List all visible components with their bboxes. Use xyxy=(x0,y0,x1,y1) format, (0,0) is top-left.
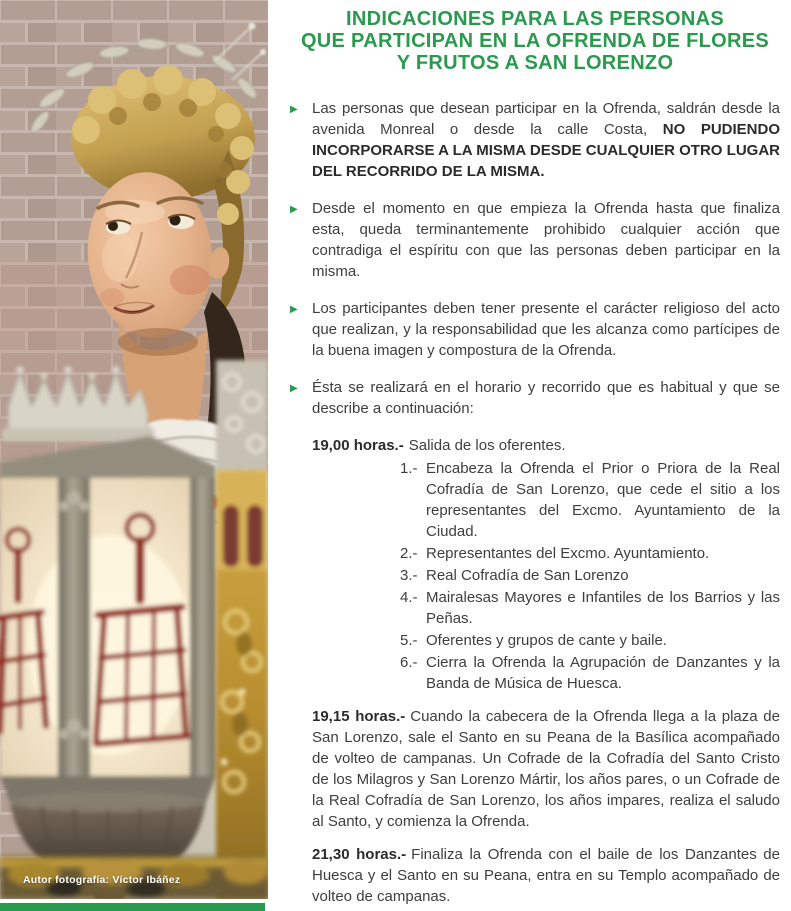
list-item-number: 4.- xyxy=(400,589,418,606)
bullet-arrow-icon: ▶ xyxy=(290,104,298,115)
bullet-item-religious-character xyxy=(290,298,780,361)
schedule-paragraph xyxy=(290,435,780,456)
list-item-number: 6.- xyxy=(400,654,418,671)
bullet-text-normal: Las personas que desean participar en la Ofrenda, saldrán desde la avenida Monreal o desde la calle Costa, xyxy=(312,100,780,138)
title-line-2: QUE PARTICIPAN EN LA OFRENDA DE FLORES xyxy=(300,30,770,52)
list-item xyxy=(400,630,780,651)
statue-photo-art xyxy=(0,0,268,899)
silver-filigree xyxy=(216,360,268,472)
page-title xyxy=(290,8,780,74)
schedule-text: Cuando la cabecera de la Ofrenda llega a la plaza de San Lorenzo, sale el Santo en su Peana de la Basílica acompañado de volteo de campanas. Un Cofrade de la Cofradía del Santo Cristo de los Milagros y San Lorenzo Mártir, los años pares, o un Cofrade de la Real Cofradía de San Lorenzo, los años impares, realiza el saludo al Santo, y comienza la Ofrenda. xyxy=(312,708,780,830)
list-item xyxy=(400,458,780,542)
bullet-text xyxy=(312,98,780,182)
list-item-text: Representantes del Excmo. Ayuntamiento. xyxy=(426,545,710,562)
list-item-text: Encabeza la Ofrenda el Prior o Priora de la Real Cofradía de San Lorenzo, que cede el sitio a los representantes del Excmo. Ayuntamiento de la Ciudad. xyxy=(426,460,780,540)
title-line-3: Y FRUTOS A SAN LORENZO xyxy=(396,52,674,74)
content-column xyxy=(290,6,780,911)
bullet-text xyxy=(312,298,780,361)
title-line-1: INDICACIONES PARA LAS PERSONAS xyxy=(346,8,724,30)
schedule-time: 21,30 horas.- xyxy=(312,846,407,863)
bullet-text-bold: NO PUDIENDO INCORPORARSE A LA MISMA DESDE CUALQUIER OTRO LUGAR DEL RECORRIDO DE LA MISMA. xyxy=(312,121,781,180)
bullet-text xyxy=(312,198,780,282)
procession-order-list xyxy=(290,458,780,694)
schedule-block-1900 xyxy=(290,435,780,694)
bullet-item-schedule-intro xyxy=(290,377,780,419)
list-item-number: 1.- xyxy=(400,460,418,477)
schedule-time: 19,15 horas.- xyxy=(312,708,406,725)
schedule-text: Salida de los oferentes. xyxy=(408,437,566,454)
schedule-text: Finaliza la Ofrenda con el baile de los Danzantes de Huesca y el Santo en su Peana, entra en su Templo acompañado de volteo de campanas. xyxy=(312,846,780,905)
bullet-item-entry-points xyxy=(290,98,780,182)
schedule-block-2130 xyxy=(290,844,780,907)
photo-credit: Autor fotografía: Víctor Ibáñez xyxy=(23,874,181,886)
bullet-arrow-icon: ▶ xyxy=(290,304,298,315)
list-item xyxy=(400,587,780,629)
list-item xyxy=(400,543,780,564)
list-item xyxy=(400,652,780,694)
statue-photo xyxy=(0,0,268,899)
gold-ornament-column xyxy=(216,470,268,899)
bullet-text-normal: Los participantes deben tener presente el carácter religioso del acto que realizan, y la responsabilidad que les alcanza como partícipes de la buena imagen y compostura de la Ofrenda. xyxy=(312,300,780,359)
schedule-paragraph xyxy=(290,844,780,907)
bullet-arrow-icon: ▶ xyxy=(290,383,298,394)
list-item xyxy=(400,565,780,586)
list-item-number: 2.- xyxy=(400,545,418,562)
green-footer-bar xyxy=(0,903,265,911)
bullet-text-normal: Desde el momento en que empieza la Ofrenda hasta que finaliza esta, queda terminantemente prohibido cualquier acción que contradiga el espíritu con que las personas deben participar en la misma. xyxy=(312,200,780,280)
bullet-text xyxy=(312,377,780,419)
list-item-text: Real Cofradía de San Lorenzo xyxy=(426,567,629,584)
list-item-number: 3.- xyxy=(400,567,418,584)
bullet-text-normal: Ésta se realizará en el horario y recorrido que es habitual y que se describe a continuación: xyxy=(312,379,780,417)
list-item-number: 5.- xyxy=(400,632,418,649)
list-item-text: Cierra la Ofrenda la Agrupación de Danzantes y la Banda de Música de Huesca. xyxy=(426,654,780,692)
bullet-arrow-icon: ▶ xyxy=(290,204,298,215)
list-item-text: Mairalesas Mayores e Infantiles de los Barrios y las Peñas. xyxy=(426,589,780,627)
list-item-text: Oferentes y grupos de cante y baile. xyxy=(426,632,667,649)
schedule-paragraph xyxy=(290,706,780,832)
schedule-time: 19,00 horas.- xyxy=(312,437,404,454)
schedule-block-1915 xyxy=(290,706,780,832)
bullet-item-prohibited-actions xyxy=(290,198,780,282)
